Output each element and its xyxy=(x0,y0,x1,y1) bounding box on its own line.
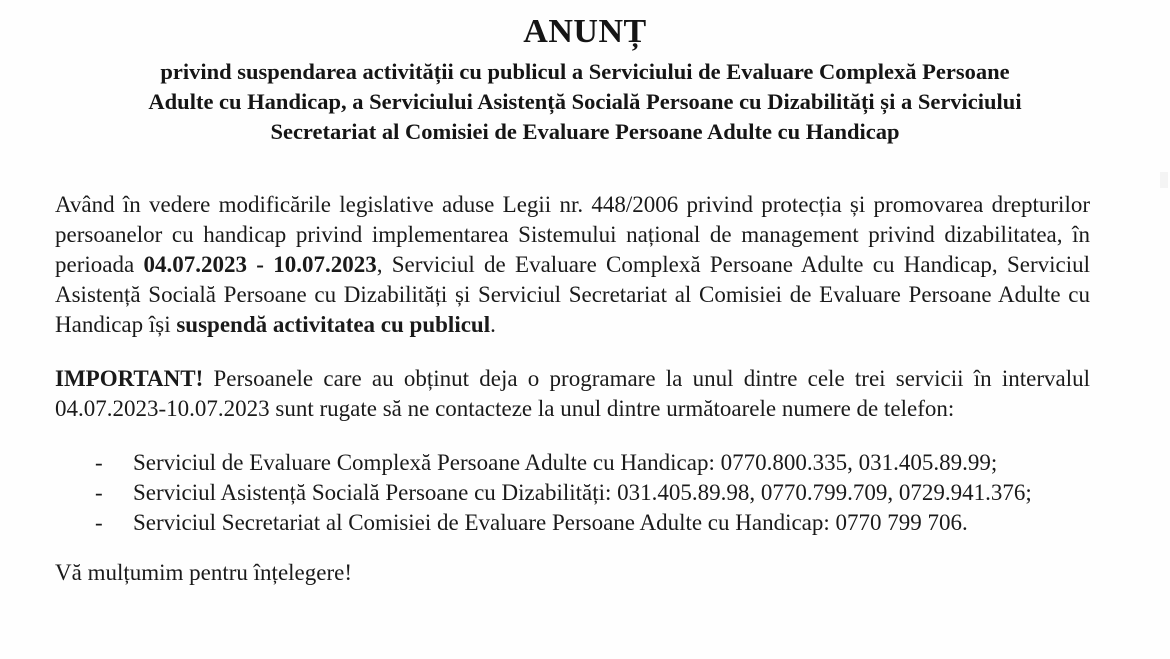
important-label: IMPORTANT! xyxy=(55,366,204,392)
phone-entry-evaluare-complexa: Serviciul de Evaluare Complexă Persoane Adulte cu Handicap: 0770.800.335, 031.405.89.99; xyxy=(133,450,998,476)
paragraph1-part3: . xyxy=(490,312,496,338)
list-item xyxy=(55,478,1090,508)
bullet-dash-icon: - xyxy=(95,480,103,506)
closing-statement: Vă mulțumim pentru înțelegere! xyxy=(55,560,352,586)
list-item xyxy=(55,508,1090,538)
paragraph-legal-notice xyxy=(55,190,1090,340)
phone-entry-asistenta-sociala: Serviciul Asistență Socială Persoane cu Dizabilități: 031.405.89.98, 0770.799.709, 0729.941.376; xyxy=(133,480,1032,506)
paragraph1-part2: , Serviciul de Evaluare Complexă Persoane Adulte cu Handicap, Serviciul Asistență Socială Persoane cu Dizabilități și Serviciul Secretariat al Comisiei de Evaluare Persoane Adulte cu Handicap își xyxy=(55,252,1090,338)
bullet-dash-icon: - xyxy=(95,510,103,536)
document-subtitle xyxy=(0,57,1170,147)
page-title: ANUNȚ xyxy=(523,13,647,50)
paragraph-important-notice xyxy=(55,364,1090,424)
paragraph2-text: Persoanele care au obținut deja o programare la unul dintre cele trei servicii în intervalul 04.07.2023-10.07.2023 sunt rugate să ne contacteze la unul dintre următoarele numere de telefon: xyxy=(55,366,1090,422)
bullet-dash-icon: - xyxy=(95,450,103,476)
suspension-date-range: 04.07.2023 - 10.07.2023 xyxy=(143,252,377,278)
phone-number-list xyxy=(55,448,1090,538)
paragraph1-part1: Având în vedere modificările legislative aduse Legii nr. 448/2006 privind protecția și promovarea drepturilor persoanelor cu handicap privind implementarea Sistemului național de management privind dizabilitatea, în perioada xyxy=(55,192,1090,278)
scan-artifact xyxy=(1160,172,1168,188)
subtitle-line-1: privind suspendarea activității cu publicul a Serviciului de Evaluare Complexă Persoane xyxy=(160,58,1010,84)
document-header xyxy=(0,0,1170,146)
phone-entry-secretariat: Serviciul Secretariat al Comisiei de Evaluare Persoane Adulte cu Handicap: 0770 799 706. xyxy=(133,510,968,536)
subtitle-line-2: Adulte cu Handicap, a Serviciului Asistență Socială Persoane cu Dizabilități și a Serviciului xyxy=(148,88,1022,114)
list-item xyxy=(55,448,1090,478)
subtitle-line-3: Secretariat al Comisiei de Evaluare Persoane Adulte cu Handicap xyxy=(270,118,900,144)
document-body xyxy=(0,190,1170,588)
suspension-emphasis: suspendă activitatea cu publicul xyxy=(176,312,491,338)
